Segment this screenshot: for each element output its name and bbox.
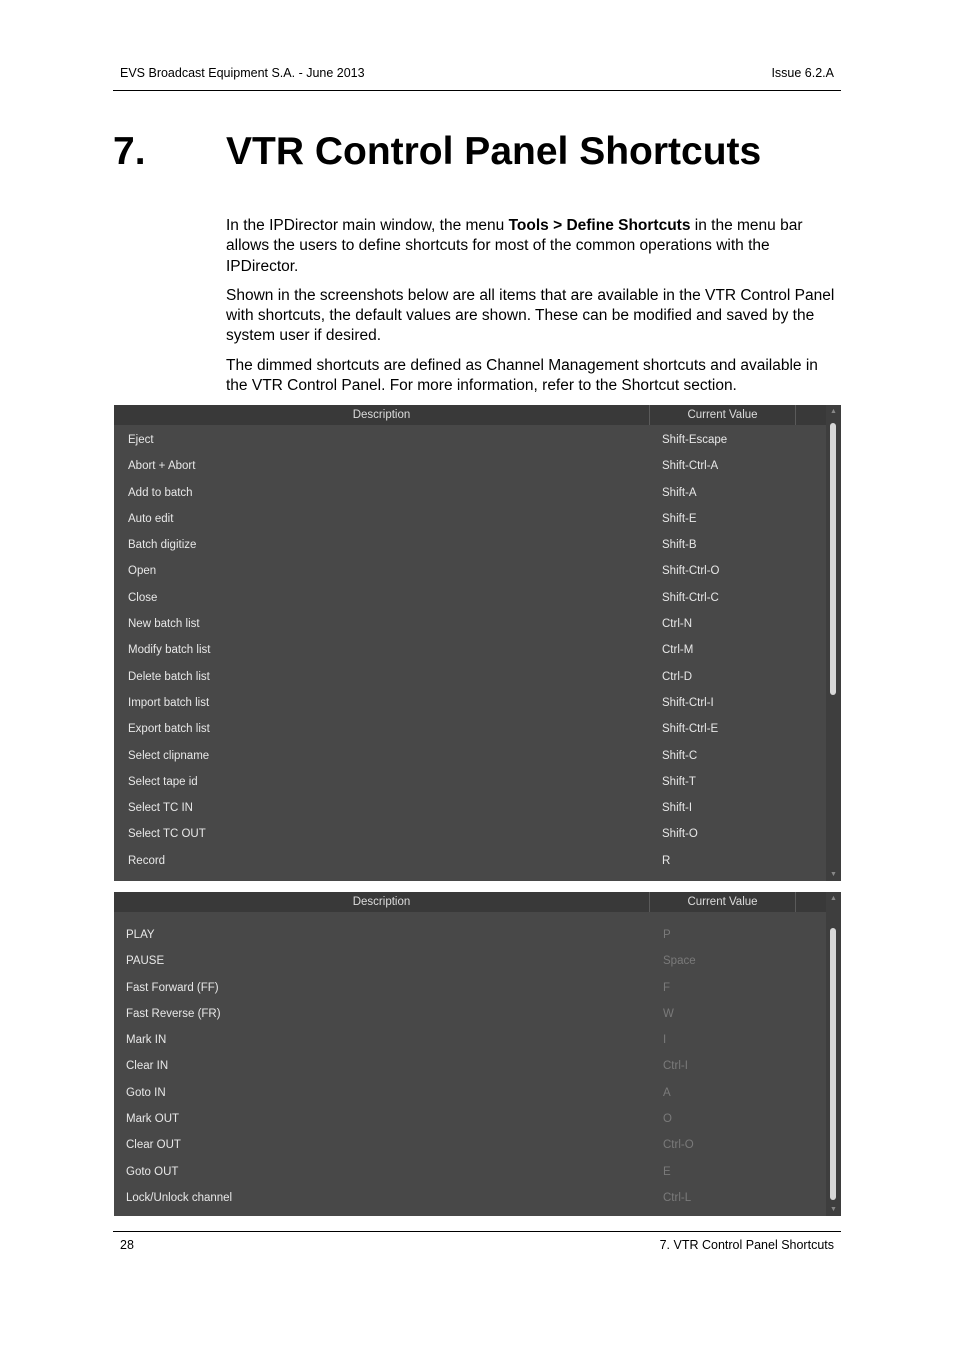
row-description: PAUSE: [126, 955, 165, 968]
table-row[interactable]: [114, 795, 826, 821]
footer-section-title: 7. VTR Control Panel Shortcuts: [659, 1238, 834, 1252]
table-row[interactable]: [114, 1185, 826, 1211]
table-row[interactable]: [114, 611, 826, 637]
table-row[interactable]: [114, 664, 826, 690]
table-row[interactable]: [114, 532, 826, 558]
row-description: Clear IN: [126, 1060, 169, 1073]
row-current-value[interactable]: W: [663, 1007, 674, 1020]
scroll-down-icon[interactable]: ▼: [830, 1206, 837, 1213]
row-current-value[interactable]: Shift-C: [662, 749, 698, 762]
column-header-description[interactable]: Description: [114, 892, 650, 912]
table-row[interactable]: [114, 848, 826, 874]
table-row[interactable]: [114, 1106, 826, 1132]
row-description: Select clipname: [128, 749, 210, 762]
scrollbar[interactable]: [826, 892, 841, 1216]
paragraph-3: The dimmed shortcuts are defined as Channel Management shortcuts and available in the VTR Control Panel. For more information, refer to the Shortcut section.: [226, 356, 818, 395]
table-row[interactable]: [114, 453, 826, 479]
row-description: Delete batch list: [128, 670, 210, 683]
table-row[interactable]: [114, 1027, 826, 1053]
row-description: Record: [128, 854, 166, 867]
table-row[interactable]: [114, 506, 826, 532]
table-row[interactable]: [114, 975, 826, 1001]
row-current-value[interactable]: Shift-T: [662, 775, 696, 788]
table-row[interactable]: [114, 1080, 826, 1106]
table-row[interactable]: [114, 427, 826, 453]
row-current-value[interactable]: E: [663, 1165, 671, 1178]
row-current-value[interactable]: Ctrl-I: [663, 1060, 688, 1073]
row-current-value[interactable]: Shift-I: [662, 802, 693, 815]
scrollbar-thumb[interactable]: [830, 423, 836, 695]
shortcuts-table-vtr: [114, 405, 841, 881]
scroll-up-icon[interactable]: ▲: [830, 895, 837, 902]
table-row[interactable]: [114, 558, 826, 584]
scroll-down-icon[interactable]: ▼: [830, 871, 837, 878]
table-row[interactable]: [114, 1132, 826, 1158]
row-description: Auto edit: [128, 512, 174, 525]
table-row[interactable]: [114, 922, 826, 948]
row-current-value[interactable]: A: [663, 1086, 671, 1099]
row-description: Add to batch: [128, 486, 193, 499]
paragraph-1-text-c: in the menu bar allows the users to define shortcuts for most of the common operations with the IPDirector.: [226, 217, 803, 275]
row-current-value[interactable]: R: [662, 854, 671, 867]
table-row[interactable]: [114, 821, 826, 847]
row-current-value[interactable]: Ctrl-M: [662, 644, 694, 657]
chapter-number: 7.: [113, 130, 146, 173]
page-number: 28: [120, 1238, 134, 1252]
row-current-value[interactable]: Shift-A: [662, 486, 697, 499]
paragraph-1-text-a: In the IPDirector main window, the menu: [226, 217, 509, 234]
table-row[interactable]: [114, 1001, 826, 1027]
row-current-value[interactable]: Ctrl-L: [663, 1191, 692, 1204]
paragraph-2: Shown in the screenshots below are all items that are available in the VTR Control Panel with shortcuts, the default values are shown. These can be modified and saved by the system user if desired.: [226, 286, 835, 345]
row-description: Fast Reverse (FR): [126, 1007, 221, 1020]
table-row[interactable]: [114, 637, 826, 663]
row-current-value[interactable]: Shift-Ctrl-A: [662, 460, 719, 473]
table-row[interactable]: [114, 769, 826, 795]
row-description: Open: [128, 565, 157, 578]
row-description: Select TC OUT: [128, 828, 206, 841]
row-description: Import batch list: [128, 696, 210, 709]
menu-path: Tools > Define Shortcuts: [508, 217, 691, 234]
row-description: Select TC IN: [128, 802, 193, 815]
row-description: Select tape id: [128, 775, 198, 788]
table-row[interactable]: [114, 480, 826, 506]
table-header: [114, 892, 826, 912]
row-description: Close: [128, 591, 158, 604]
row-description: Goto OUT: [126, 1165, 179, 1178]
row-current-value[interactable]: F: [663, 981, 671, 994]
row-description: Mark OUT: [126, 1113, 180, 1126]
column-header-current-value[interactable]: Current Value: [650, 892, 796, 912]
row-description: Export batch list: [128, 723, 210, 736]
table-row[interactable]: [114, 948, 826, 974]
table-row[interactable]: [114, 1053, 826, 1079]
header-issue: Issue 6.2.A: [771, 66, 834, 80]
row-description: Lock/Unlock channel: [126, 1191, 233, 1204]
row-current-value[interactable]: I: [663, 1034, 667, 1047]
row-current-value[interactable]: Ctrl-O: [663, 1139, 694, 1152]
row-current-value[interactable]: Shift-Ctrl-O: [662, 565, 720, 578]
row-current-value[interactable]: Ctrl-N: [662, 618, 693, 631]
scrollbar[interactable]: [826, 405, 841, 881]
table-row[interactable]: [114, 690, 826, 716]
chapter-title: VTR Control Panel Shortcuts: [226, 130, 762, 173]
row-description: Mark IN: [126, 1034, 167, 1047]
table-header: [114, 405, 826, 425]
row-current-value[interactable]: Shift-O: [662, 828, 698, 841]
shortcuts-table-channel: [114, 892, 841, 1216]
scroll-up-icon[interactable]: ▲: [830, 408, 837, 415]
row-description: Modify batch list: [128, 644, 211, 657]
paragraph-1: [226, 216, 841, 277]
row-current-value[interactable]: Space: [663, 955, 696, 968]
table-row[interactable]: [114, 585, 826, 611]
row-current-value[interactable]: P: [663, 929, 671, 941]
row-current-value[interactable]: Shift-B: [662, 539, 697, 552]
row-description: Batch digitize: [128, 539, 197, 552]
row-current-value[interactable]: Shift-Ctrl-E: [662, 723, 719, 736]
row-description: New batch list: [128, 618, 200, 631]
row-description: Goto IN: [126, 1086, 166, 1099]
row-description: PLAY: [126, 929, 155, 941]
footer-rule: [113, 1231, 841, 1232]
column-header-current-value[interactable]: Current Value: [650, 405, 796, 425]
table-body: [114, 922, 826, 1211]
row-current-value[interactable]: Shift-Ctrl-C: [662, 591, 719, 604]
row-description: Fast Forward (FF): [126, 981, 219, 994]
scrollbar-thumb[interactable]: [830, 928, 836, 1200]
header-company-date: EVS Broadcast Equipment S.A. - June 2013: [120, 66, 365, 80]
row-description: Clear OUT: [126, 1139, 181, 1152]
row-current-value[interactable]: Shift-Ctrl-I: [662, 696, 714, 709]
table-row[interactable]: [114, 716, 826, 742]
row-description: Eject: [128, 434, 154, 446]
row-current-value[interactable]: Shift-E: [662, 512, 697, 525]
table-row[interactable]: [114, 743, 826, 769]
table-row[interactable]: [114, 1159, 826, 1185]
row-description: Abort + Abort: [128, 460, 196, 473]
header-rule: [113, 90, 841, 91]
row-current-value[interactable]: O: [663, 1113, 672, 1126]
row-current-value[interactable]: Shift-Escape: [662, 434, 728, 446]
row-current-value[interactable]: Ctrl-D: [662, 670, 693, 683]
column-header-description[interactable]: Description: [114, 405, 650, 425]
body-text: [226, 216, 841, 405]
table-body: [114, 427, 826, 874]
